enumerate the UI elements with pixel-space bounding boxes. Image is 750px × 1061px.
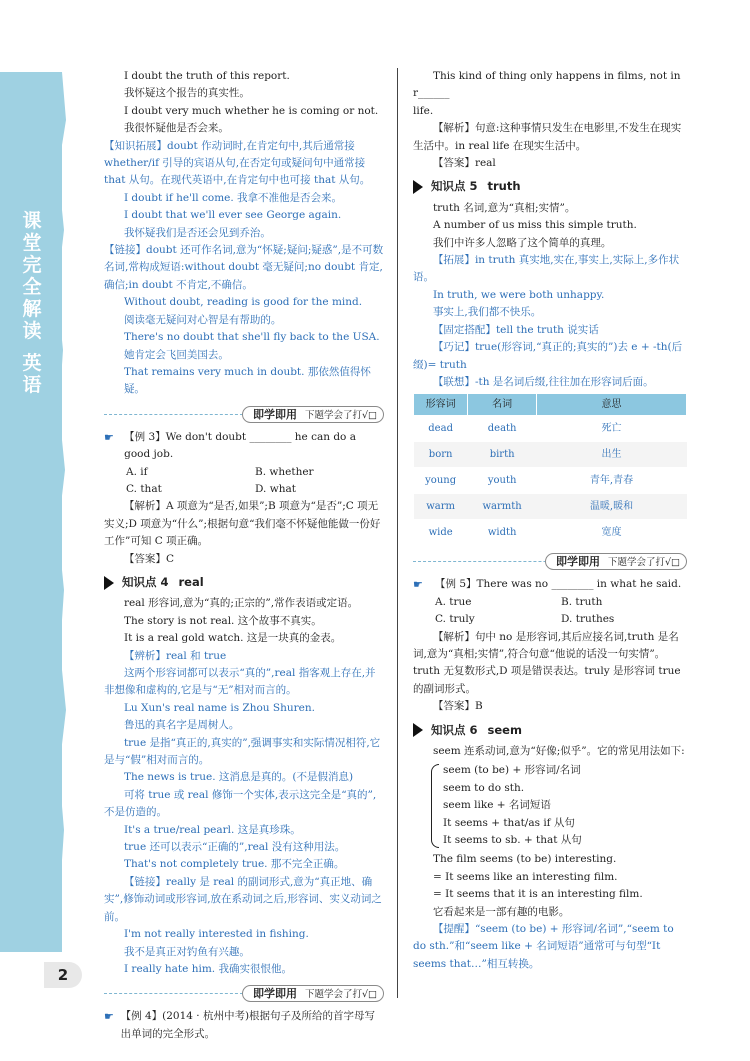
sidebar-char: 课 bbox=[22, 210, 42, 232]
table-cell: 出生 bbox=[537, 442, 687, 468]
table-cell: dead bbox=[414, 416, 468, 442]
example-line: 我怀疑我们是否还会见到乔治。 bbox=[123, 226, 271, 239]
usage-item: seem like + 名词短语 bbox=[443, 799, 551, 812]
example-line: 她肯定会飞回美国去。 bbox=[123, 348, 229, 361]
answer-value: B bbox=[474, 700, 483, 713]
play-icon bbox=[413, 180, 423, 194]
table-cell: width bbox=[468, 520, 537, 546]
play-icon bbox=[104, 576, 114, 590]
answer-tag: 【答案】 bbox=[123, 552, 166, 565]
table-cell: young bbox=[414, 468, 468, 494]
link-text: really 是 real 的副词形式,意为“真正地、确实”,修饰动词或形容词,放在系动词之后,形容词、实义动词之前。 bbox=[104, 875, 382, 923]
example-line: I doubt that we'll ever see George again. bbox=[123, 209, 342, 222]
extension-text: doubt 作动词时,在肯定句中,其后通常接 whether/if 引导的宾语从句,在否定句或疑问句中通常接 that 从句。在现代英语中,在肯定句中也可接 that 从句。 bbox=[104, 139, 371, 187]
association-tag: 【联想】 bbox=[432, 375, 475, 388]
example-line: I'm not really interested in fishing. bbox=[123, 928, 309, 941]
table-cell: 宽度 bbox=[537, 520, 687, 546]
table-row bbox=[414, 494, 687, 520]
question-text: 【例 5】There was no ________ in what he said. bbox=[435, 578, 682, 591]
body-line: 我们中许多人忽略了这个简单的真理。 bbox=[432, 236, 612, 249]
usage-item: seem to do sth. bbox=[443, 781, 525, 794]
example-line: Lu Xun's real name is Zhou Shuren. bbox=[123, 701, 315, 714]
knowledge-point-word: truth bbox=[487, 179, 521, 194]
distinction-text: 这两个形容词都可以表示“真的”,real 指客观上存在,并非想像和虚构的,它是与“无”相对而言的。 bbox=[104, 667, 376, 697]
knowledge-point-header bbox=[413, 722, 687, 739]
answer-options bbox=[413, 594, 687, 629]
sidebar-title bbox=[18, 210, 46, 396]
example-line: That's not completely true. 那不完全正确。 bbox=[123, 858, 345, 871]
table-cell: birth bbox=[468, 442, 537, 468]
example-line: I doubt the truth of this report. bbox=[123, 70, 290, 82]
answer-tag: 【答案】 bbox=[432, 157, 475, 170]
answer-options bbox=[104, 464, 384, 499]
practice-hint: 下题学会了打√□ bbox=[607, 557, 680, 569]
answer bbox=[413, 698, 687, 715]
table-cell: wide bbox=[414, 520, 468, 546]
reminder-text: “seem (to be) + 形容词/名词”,“seem to do sth.”和“seem like + 名词短语”通常可与句型“It seems that…”相互转换。 bbox=[413, 923, 674, 970]
body-line: truth 名词,意为“真相;实情”。 bbox=[432, 201, 576, 214]
extension-note bbox=[104, 138, 384, 190]
knowledge-point-header bbox=[104, 574, 384, 591]
example-question bbox=[104, 429, 384, 464]
answer-value: C bbox=[165, 552, 174, 565]
table-row bbox=[414, 468, 687, 494]
distinction-text: true 是指“真正的,真实的”,强调事实和实际情况相符,它是与“假”相对而言的。 bbox=[104, 736, 381, 767]
memory-text: true(形容词,“真正的;真实的”)去 e + -th(后缀)= truth bbox=[413, 341, 683, 371]
example-line: 我很怀疑他是否会来。 bbox=[123, 122, 229, 135]
example-line: The film seems (to be) interesting. bbox=[432, 853, 617, 866]
example-line: 阅读毫无疑问对心智是有帮助的。 bbox=[123, 313, 282, 326]
example-line: I doubt if he'll come. 我拿不准他是否会来。 bbox=[123, 191, 343, 204]
distinction-head: real 和 true bbox=[165, 649, 227, 662]
example-line: 我不是真正对钓鱼有兴趣。 bbox=[123, 945, 250, 958]
table-cell: 青年,青春 bbox=[537, 468, 687, 494]
table-header: 形容词 bbox=[414, 394, 468, 416]
example-question bbox=[413, 576, 687, 593]
table-cell: 死亡 bbox=[537, 416, 687, 442]
body-line: A number of us miss this simple truth. bbox=[432, 219, 637, 232]
option[interactable]: B. whether bbox=[255, 465, 314, 478]
table-header-row bbox=[414, 394, 687, 416]
extension-tag: 【拓展】 bbox=[432, 254, 475, 267]
torn-edge-decoration bbox=[48, 60, 78, 960]
reminder-tag: 【提醒】 bbox=[432, 923, 475, 936]
example-line: = It seems like an interesting film. bbox=[432, 870, 618, 883]
knowledge-point-label: 知识点 4 bbox=[122, 574, 169, 589]
practice-label: 即学即用 bbox=[252, 987, 297, 1001]
question-text: life. bbox=[413, 104, 434, 117]
collocation-tag: 【固定搭配】 bbox=[432, 323, 496, 336]
table-header: 意思 bbox=[537, 394, 687, 416]
answer-tag: 【答案】 bbox=[432, 700, 475, 713]
option[interactable]: A. if bbox=[126, 465, 148, 478]
example-line: 事实上,我们都不快乐。 bbox=[432, 306, 542, 319]
fixed-collocation bbox=[413, 322, 687, 339]
option[interactable]: D. what bbox=[255, 482, 296, 495]
table-cell: 温暖,暖和 bbox=[537, 494, 687, 520]
table-cell: death bbox=[468, 416, 537, 442]
example-line: There's no doubt that she'll fly back to the USA. bbox=[123, 331, 380, 344]
example-line: 它看起来是一部有趣的电影。 bbox=[432, 905, 570, 918]
analysis-text: 句中 no 是形容词,其后应接名词,truth 是名词,意为“真相;实情”,符合句意“他说的话没一句实情”。truth 无复数形式,D 项是错误表达。truly 是形容词 true 的副词形式。 bbox=[413, 630, 681, 695]
table-cell: born bbox=[414, 442, 468, 468]
answer-value: real bbox=[474, 157, 496, 170]
answer bbox=[104, 551, 384, 568]
right-column bbox=[413, 68, 687, 973]
option[interactable]: A. true bbox=[435, 595, 472, 608]
distinction-note bbox=[104, 648, 384, 665]
practice-hint: 下题学会了打√□ bbox=[304, 989, 377, 1001]
sidebar-char: 全 bbox=[22, 276, 42, 298]
word-table bbox=[413, 393, 687, 546]
option[interactable]: C. truly bbox=[435, 613, 475, 626]
knowledge-point-label: 知识点 6 bbox=[431, 722, 478, 737]
page-number: 2 bbox=[44, 962, 82, 988]
practice-divider bbox=[104, 405, 384, 425]
distinction-text: 可将 true 或 real 修饰一个实体,表示这完全是“真的”,不是仿造的。 bbox=[104, 788, 377, 819]
question-text: This kind of thing only happens in films, not in r______ bbox=[413, 70, 681, 100]
option[interactable]: D. truthes bbox=[561, 613, 615, 626]
column-divider bbox=[397, 68, 398, 998]
knowledge-point-word: real bbox=[178, 574, 204, 589]
practice-divider bbox=[104, 984, 384, 1004]
practice-pill[interactable] bbox=[545, 553, 687, 570]
sidebar-subject-char: 语 bbox=[22, 374, 42, 396]
collocation-text: tell the truth 说实话 bbox=[495, 323, 599, 336]
example-line: In truth, we were both unhappy. bbox=[432, 288, 605, 301]
usage-item: It seems to sb. + that 从句 bbox=[443, 834, 582, 846]
analysis-tag: 【解析】 bbox=[432, 630, 475, 643]
sidebar-subject-char: 英 bbox=[22, 352, 42, 374]
knowledge-point-header bbox=[413, 178, 687, 195]
knowledge-point-word: seem bbox=[487, 722, 522, 737]
table-header: 名词 bbox=[468, 394, 537, 416]
analysis bbox=[104, 498, 384, 550]
extension-text: in truth 真实地,实在,事实上,实际上,多作状语。 bbox=[413, 254, 680, 284]
body-line: The story is not real. 这个故事不真实。 bbox=[123, 614, 322, 627]
association-text: -th 是名词后缀,往往加在形容词后面。 bbox=[474, 375, 654, 388]
table-row bbox=[414, 442, 687, 468]
example-line: 鲁迅的真名字是周树人。 bbox=[123, 719, 240, 732]
link-text: doubt 还可作名词,意为“怀疑;疑问;疑惑”,是不可数名词,常构成短语:without doubt 毫无疑问;no doubt 肯定,确信;in doubt 不肯定,不确信。 bbox=[104, 244, 384, 291]
analysis bbox=[413, 120, 687, 155]
analysis-tag: 【解析】 bbox=[432, 122, 475, 135]
table-cell: warm bbox=[414, 494, 468, 520]
example-line: That remains very much in doubt. 那依然值得怀疑。 bbox=[123, 365, 371, 396]
table-row bbox=[414, 416, 687, 442]
analysis-tag: 【解析】 bbox=[123, 500, 166, 513]
option[interactable]: C. that bbox=[126, 482, 162, 495]
analysis-text: 句意:这种事情只发生在电影里,不发生在现实生活中。in real life 在现实生活中。 bbox=[413, 122, 682, 152]
answer bbox=[413, 155, 687, 172]
practice-label: 即学即用 bbox=[252, 407, 297, 421]
link-note bbox=[104, 242, 384, 294]
memory-tag: 【巧记】 bbox=[432, 341, 475, 354]
sidebar-char: 解 bbox=[22, 298, 42, 320]
table-cell: warmth bbox=[468, 494, 537, 520]
pointing-hand-icon: ☛ bbox=[104, 1010, 114, 1024]
example-line: I really hate him. 我确实很恨他。 bbox=[123, 962, 292, 975]
sidebar-char: 堂 bbox=[22, 232, 42, 254]
practice-pill[interactable] bbox=[242, 406, 384, 423]
example-line: Without doubt, reading is good for the mind. bbox=[123, 296, 363, 309]
sidebar-char: 读 bbox=[22, 320, 42, 342]
body-line: It is a real gold watch. 这是一块真的金表。 bbox=[123, 632, 342, 645]
practice-label: 即学即用 bbox=[555, 555, 600, 569]
analysis-text: A 项意为“是否,如果”;B 项意为“是否”;C 项无实义;D 项意为“什么”;根据句意“我们毫不怀疑他能做一份好工作”可知 C 项正确。 bbox=[104, 500, 381, 548]
practice-divider bbox=[413, 552, 687, 572]
example-line: 我怀疑这个报告的真实性。 bbox=[123, 87, 250, 100]
memory-tip bbox=[413, 339, 687, 374]
sidebar-char: 完 bbox=[22, 254, 42, 276]
table-row bbox=[414, 520, 687, 546]
link-tag: 【链接】 bbox=[123, 875, 166, 888]
example-line: I doubt very much whether he is coming or not. bbox=[123, 104, 379, 117]
question-text: 【例 4】(2014 · 杭州中考)根据句子及所给的首字母写出单词的完全形式。 bbox=[120, 1010, 376, 1040]
usage-item: seem (to be) + 形容词/名词 bbox=[443, 764, 581, 777]
knowledge-point-label: 知识点 5 bbox=[431, 179, 478, 194]
pointing-hand-icon: ☛ bbox=[413, 578, 423, 592]
extension-tag: 【知识拓展】 bbox=[104, 139, 167, 152]
association-note bbox=[413, 374, 687, 391]
table-cell: youth bbox=[468, 468, 537, 494]
question-text: 【例 3】We don't doubt ________ he can do a good job. bbox=[124, 430, 356, 461]
link-note bbox=[104, 874, 384, 926]
left-column bbox=[104, 68, 384, 1043]
brace-icon bbox=[431, 764, 439, 848]
example-line: = It seems that it is an interesting film. bbox=[432, 888, 643, 901]
usage-list bbox=[413, 762, 687, 849]
reminder-note bbox=[413, 921, 687, 973]
example-line: It's a true/real pearl. 这是真珍珠。 bbox=[123, 823, 301, 836]
distinction-tag: 【辨析】 bbox=[123, 649, 166, 662]
play-icon bbox=[413, 723, 423, 737]
pointing-hand-icon: ☛ bbox=[104, 430, 114, 444]
body-line: real 形容词,意为“真的;正宗的”,常作表语或定语。 bbox=[123, 597, 359, 610]
extension-note bbox=[413, 252, 687, 287]
option[interactable]: B. truth bbox=[561, 595, 603, 608]
practice-hint: 下题学会了打√□ bbox=[304, 409, 377, 421]
example-line: true 还可以表示“正确的”,real 没有这种用法。 bbox=[123, 841, 346, 854]
link-tag: 【链接】 bbox=[104, 244, 146, 257]
example-line: The news is true. 这消息是真的。(不是假消息) bbox=[123, 771, 354, 784]
usage-item: It seems + that/as if 从句 bbox=[443, 816, 575, 829]
body-line: seem 连系动词,意为“好像;似乎”。它的常见用法如下: bbox=[432, 744, 685, 757]
example-question bbox=[104, 1008, 384, 1043]
analysis bbox=[413, 629, 687, 699]
practice-pill[interactable] bbox=[242, 985, 384, 1002]
